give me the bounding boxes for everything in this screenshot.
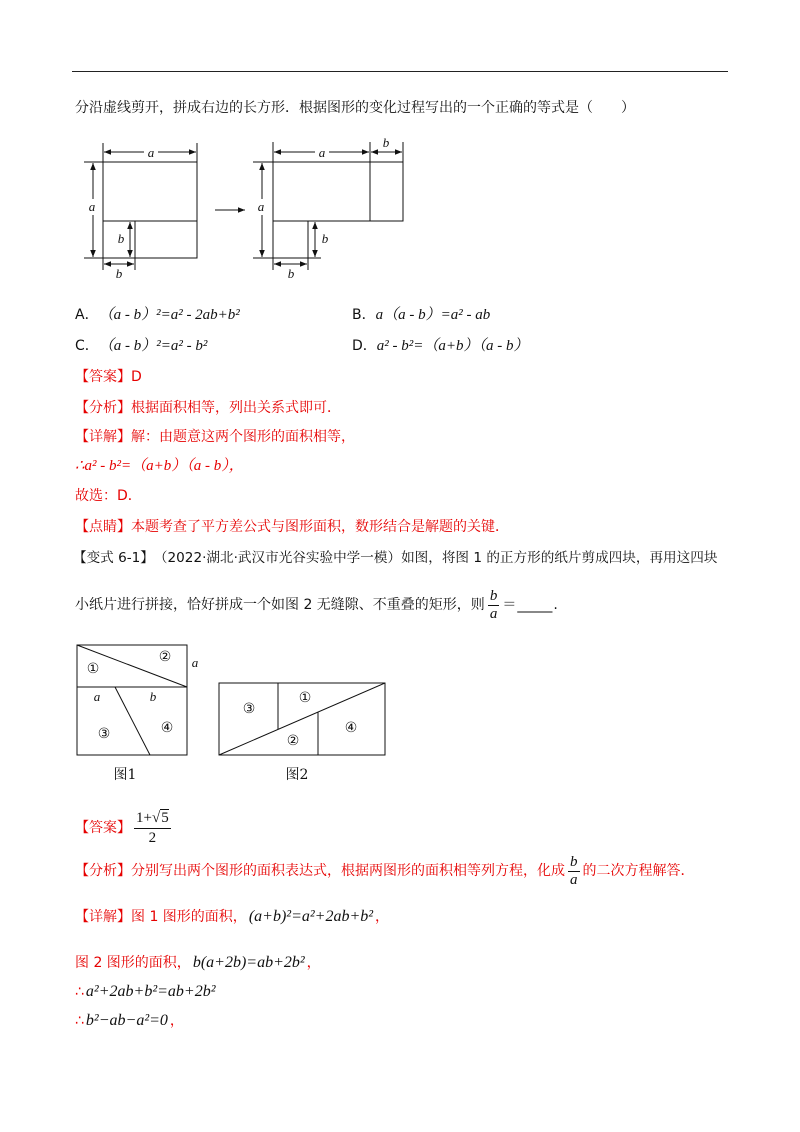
fig2-piece1-label: ①	[298, 690, 312, 706]
detail-tag: 【详解】	[75, 429, 131, 445]
answer-value: D	[131, 369, 142, 385]
fig1-seg-a-label: a	[93, 689, 101, 704]
right-rectangle-figure	[253, 135, 403, 281]
option-d-expr: a² - b²=（a+b）（a - b）	[376, 338, 529, 354]
radicand: 5	[161, 809, 169, 826]
answer2-fraction	[134, 809, 171, 848]
problem2-stem-line2	[75, 585, 558, 625]
detail2-3-therefore: ∴	[75, 984, 84, 1000]
left-top-a-label: a	[147, 145, 155, 160]
variant-stem-1: 如图，将图 1 的正方形的纸片剪成四块，再用这四块	[401, 550, 718, 566]
problem1-choice: 故选：D．	[75, 488, 142, 504]
left-side-a-label: a	[88, 199, 96, 214]
answer2-numerator-lead: 1+	[136, 809, 152, 826]
detail2-tag: 【详解】	[75, 909, 131, 925]
problem1-figure	[0, 130, 440, 290]
answer2-denominator: 2	[148, 829, 157, 846]
option-c-label: C．	[75, 338, 99, 354]
right-top-b-label: b	[382, 135, 390, 150]
fig1-side-a-label: a	[191, 655, 199, 670]
fig1-piece1-label: ①	[86, 661, 100, 677]
detail2-3-expr: a²+2ab+b²=ab+2b²	[85, 983, 216, 1000]
detail2-4-end: ，	[169, 1013, 184, 1029]
fig1-seg-b-label: b	[149, 689, 157, 704]
option-c	[75, 336, 207, 356]
detail2-1-expr: (a+b)²=a²+2ab+b²	[248, 908, 374, 925]
ratio-fraction	[488, 588, 500, 623]
analysis-tag: 【分析】	[75, 400, 131, 416]
equals-sign: ＝	[502, 597, 517, 613]
variant-tag: 【变式 6-1】	[73, 550, 154, 566]
fig2-piece3-label: ③	[242, 701, 256, 717]
option-a	[75, 305, 240, 325]
fig1-piece2-label: ②	[158, 649, 172, 665]
detail2-1-end: ，	[375, 909, 390, 925]
detail2-2-expr: b(a+2b)=ab+2b²	[192, 954, 305, 971]
problem2-figure	[0, 635, 420, 795]
problem1-detail-formula	[75, 456, 244, 476]
problem2-detail-1	[75, 905, 389, 929]
figure2-rectangle	[219, 683, 385, 783]
detail-formula: ∴a² - b²=（a+b）（a - b），	[75, 458, 244, 474]
analysis2-denominator: a	[570, 871, 578, 888]
detail2-2-end: ，	[306, 955, 321, 971]
detail2-2-text: 图 2 图形的面积，	[75, 955, 191, 971]
analysis2-tag: 【分析】	[75, 863, 131, 879]
detail2-1-text: 图 1 图形的面积，	[131, 909, 247, 925]
figure1-caption: 图1	[113, 767, 137, 783]
answer-tag: 【答案】	[75, 369, 131, 385]
answer2-tag: 【答案】	[75, 820, 131, 836]
problem2-stem-line1	[73, 548, 717, 568]
left-square-figure	[84, 143, 197, 281]
right-bottom-b-label: b	[287, 266, 295, 281]
answer2-numerator	[134, 809, 171, 829]
option-a-expr: （a - b）²=a² - 2ab+b²	[98, 307, 240, 323]
analysis-text: 根据面积相等，列出关系式即可．	[131, 400, 341, 416]
remark-tag: 【点睛】	[75, 519, 131, 535]
problem2-detail-2	[75, 951, 321, 975]
option-b	[352, 305, 490, 325]
problem1-intro: 分沿虚线剪开，拼成右边的长方形．根据图形的变化过程写出的一个正确的等式是（ ）	[75, 100, 635, 116]
fig2-piece4-label: ④	[344, 720, 358, 736]
header-rule	[72, 71, 728, 72]
analysis2-numerator: b	[570, 853, 578, 870]
right-inner-b-label: b	[321, 231, 329, 246]
remark-text: 本题考查了平方差公式与图形面积，数形结合是解题的关键．	[131, 519, 509, 535]
radical-sign: √	[151, 809, 161, 826]
problem1-remark	[75, 517, 509, 537]
option-b-expr: a（a - b）=a² - ab	[375, 307, 491, 323]
right-top-a-label: a	[318, 145, 326, 160]
ratio-numerator: b	[489, 587, 498, 604]
detail2-4-therefore: ∴	[75, 1013, 84, 1029]
variant-stem-2: 小纸片进行拼接，恰好拼成一个如图 2 无缝隙、不重叠的矩形，则	[75, 597, 485, 613]
problem1-detail	[75, 427, 355, 447]
figure1-square	[77, 645, 199, 783]
option-a-label: A．	[75, 307, 99, 323]
option-d	[352, 336, 529, 356]
analysis2-post: 的二次方程解答．	[582, 863, 695, 879]
stem-end: .	[553, 597, 558, 613]
problem1-analysis	[75, 398, 341, 418]
fig2-piece2-label: ②	[286, 733, 300, 749]
right-side-a-label: a	[257, 199, 265, 214]
left-bottom-b-label: b	[115, 266, 123, 281]
fig1-piece4-label: ④	[160, 720, 174, 736]
left-inner-b-label: b	[117, 231, 125, 246]
figure2-caption: 图2	[285, 767, 309, 783]
ratio-denominator: a	[489, 605, 498, 622]
option-d-label: D．	[352, 338, 377, 354]
option-b-label: B．	[352, 307, 376, 323]
detail2-4-expr: b²−ab−a²=0	[85, 1012, 168, 1029]
problem2-analysis	[75, 851, 695, 891]
variant-source: （2022·湖北·武汉市光谷实验中学一模）	[153, 550, 402, 566]
analysis2-fraction	[568, 854, 580, 889]
option-c-expr: （a - b）²=a² - b²	[98, 338, 208, 354]
detail-text: 解：由题意这两个图形的面积相等，	[131, 429, 355, 445]
problem2-detail-4	[75, 1009, 184, 1033]
fig1-piece3-label: ③	[97, 726, 111, 742]
problem2-detail-3	[75, 980, 218, 1004]
answer-blank: _____	[517, 597, 553, 613]
problem2-answer	[75, 806, 174, 850]
problem1-answer	[75, 367, 142, 387]
analysis2-pre: 分别写出两个图形的面积表达式，根据两图形的面积相等列方程，化成	[131, 863, 565, 879]
